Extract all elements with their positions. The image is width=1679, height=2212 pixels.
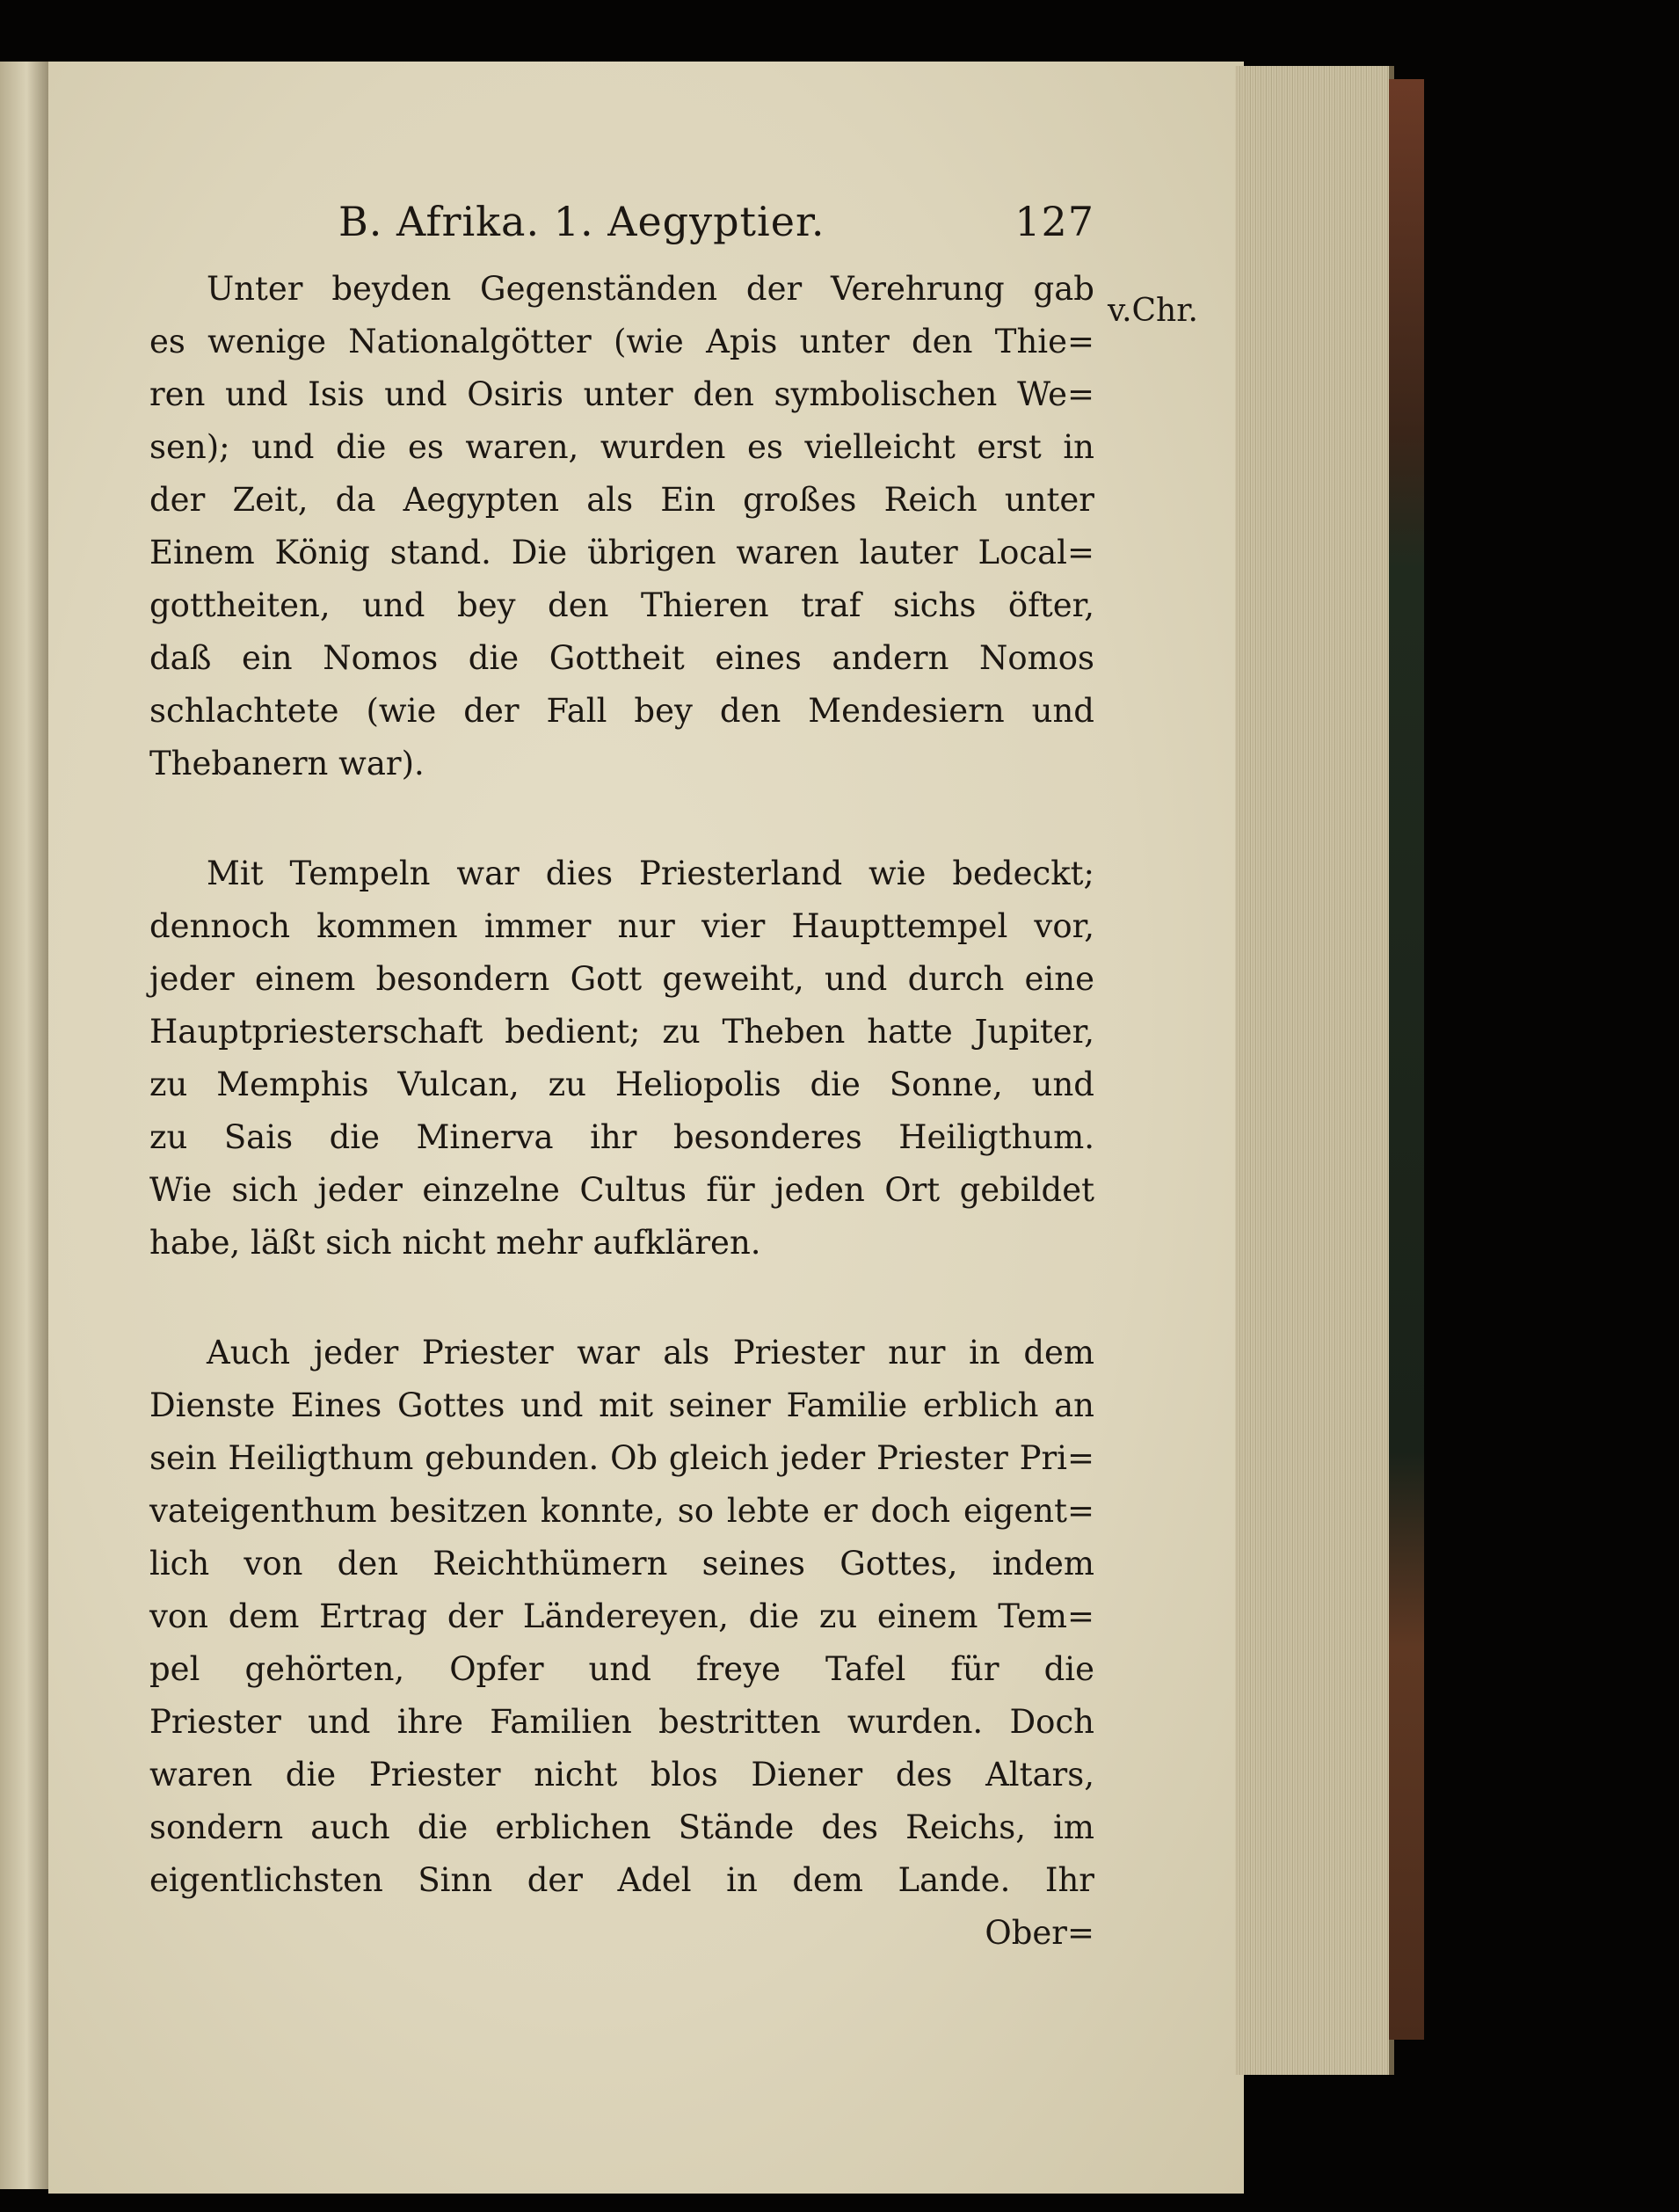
catchword: Ober= bbox=[985, 1914, 1094, 1952]
text-line: lich von den Reichthümern seines Gottes, indem bbox=[149, 1545, 1094, 1583]
text-line: der Zeit, da Aegypten als Ein großes Reich unter bbox=[149, 481, 1094, 519]
paragraph-1 bbox=[149, 263, 1094, 790]
text-line: Unter beyden Gegenständen der Verehrung gab bbox=[207, 270, 1094, 308]
text-line: sondern auch die erblichen Stände des Reichs, im bbox=[149, 1808, 1094, 1846]
text-line: Thebanern war). bbox=[149, 745, 425, 782]
paragraph-2 bbox=[149, 848, 1094, 1270]
text-line: schlachtete (wie der Fall bey den Mendesiern und bbox=[149, 692, 1094, 730]
text-line: habe, läßt sich nicht mehr aufklären. bbox=[149, 1224, 761, 1262]
text-line: jeder einem besondern Gott geweiht, und durch eine bbox=[149, 960, 1094, 998]
text-line: Hauptpriesterschaft bedient; zu Theben hatte Jupiter, bbox=[149, 1013, 1094, 1051]
text-line: sein Heiligthum gebunden. Ob gleich jeder Priester Pri= bbox=[149, 1439, 1094, 1477]
text-line: Dienste Eines Gottes und mit seiner Familie erblich an bbox=[149, 1386, 1094, 1424]
text-line: daß ein Nomos die Gottheit eines andern Nomos bbox=[149, 639, 1094, 677]
text-line: sen); und die es waren, wurden es vielleicht erst in bbox=[149, 428, 1094, 466]
text-line: Auch jeder Priester war als Priester nur in dem bbox=[207, 1334, 1094, 1372]
text-line: gottheiten, und bey den Thieren traf sichs öfter, bbox=[149, 586, 1094, 624]
page-header bbox=[149, 198, 1094, 259]
paragraph-3 bbox=[149, 1327, 1094, 1907]
margin-note: v.Chr. bbox=[1108, 293, 1198, 329]
text-line: Wie sich jeder einzelne Cultus für jeden Ort gebildet bbox=[149, 1171, 1094, 1209]
previous-page-edge bbox=[0, 62, 48, 2189]
text-line: vateigenthum besitzen konnte, so lebte er doch eigent= bbox=[149, 1492, 1094, 1530]
text-line: dennoch kommen immer nur vier Haupttempel vor, bbox=[149, 907, 1094, 945]
text-line: Mit Tempeln war dies Priesterland wie bedeckt; bbox=[207, 855, 1094, 892]
text-line: zu Memphis Vulcan, zu Heliopolis die Sonne, und bbox=[149, 1066, 1094, 1103]
text-line: Einem König stand. Die übrigen waren lauter Local= bbox=[149, 534, 1094, 571]
page-content bbox=[149, 198, 1198, 1960]
book-cover-edge bbox=[1389, 79, 1424, 2040]
text-line: von dem Ertrag der Ländereyen, die zu einem Tem= bbox=[149, 1597, 1094, 1635]
running-head: B. Afrika. 1. Aegyptier. bbox=[338, 198, 825, 245]
text-line: es wenige Nationalgötter (wie Apis unter den Thie= bbox=[149, 323, 1094, 360]
text-line: Priester und ihre Familien bestritten wurden. Doch bbox=[149, 1703, 1094, 1741]
page-number: 127 bbox=[1014, 198, 1094, 245]
text-line: pel gehörten, Opfer und freye Tafel für die bbox=[149, 1650, 1094, 1688]
text-line: waren die Priester nicht blos Diener des Altars, bbox=[149, 1756, 1094, 1794]
page-stack-edge bbox=[1235, 66, 1394, 2075]
text-line: ren und Isis und Osiris unter den symbolischen We= bbox=[149, 375, 1094, 413]
text-line: eigentlichsten Sinn der Adel in dem Lande. Ihr bbox=[149, 1861, 1094, 1899]
text-line: zu Sais die Minerva ihr besonderes Heiligthum. bbox=[149, 1118, 1094, 1156]
